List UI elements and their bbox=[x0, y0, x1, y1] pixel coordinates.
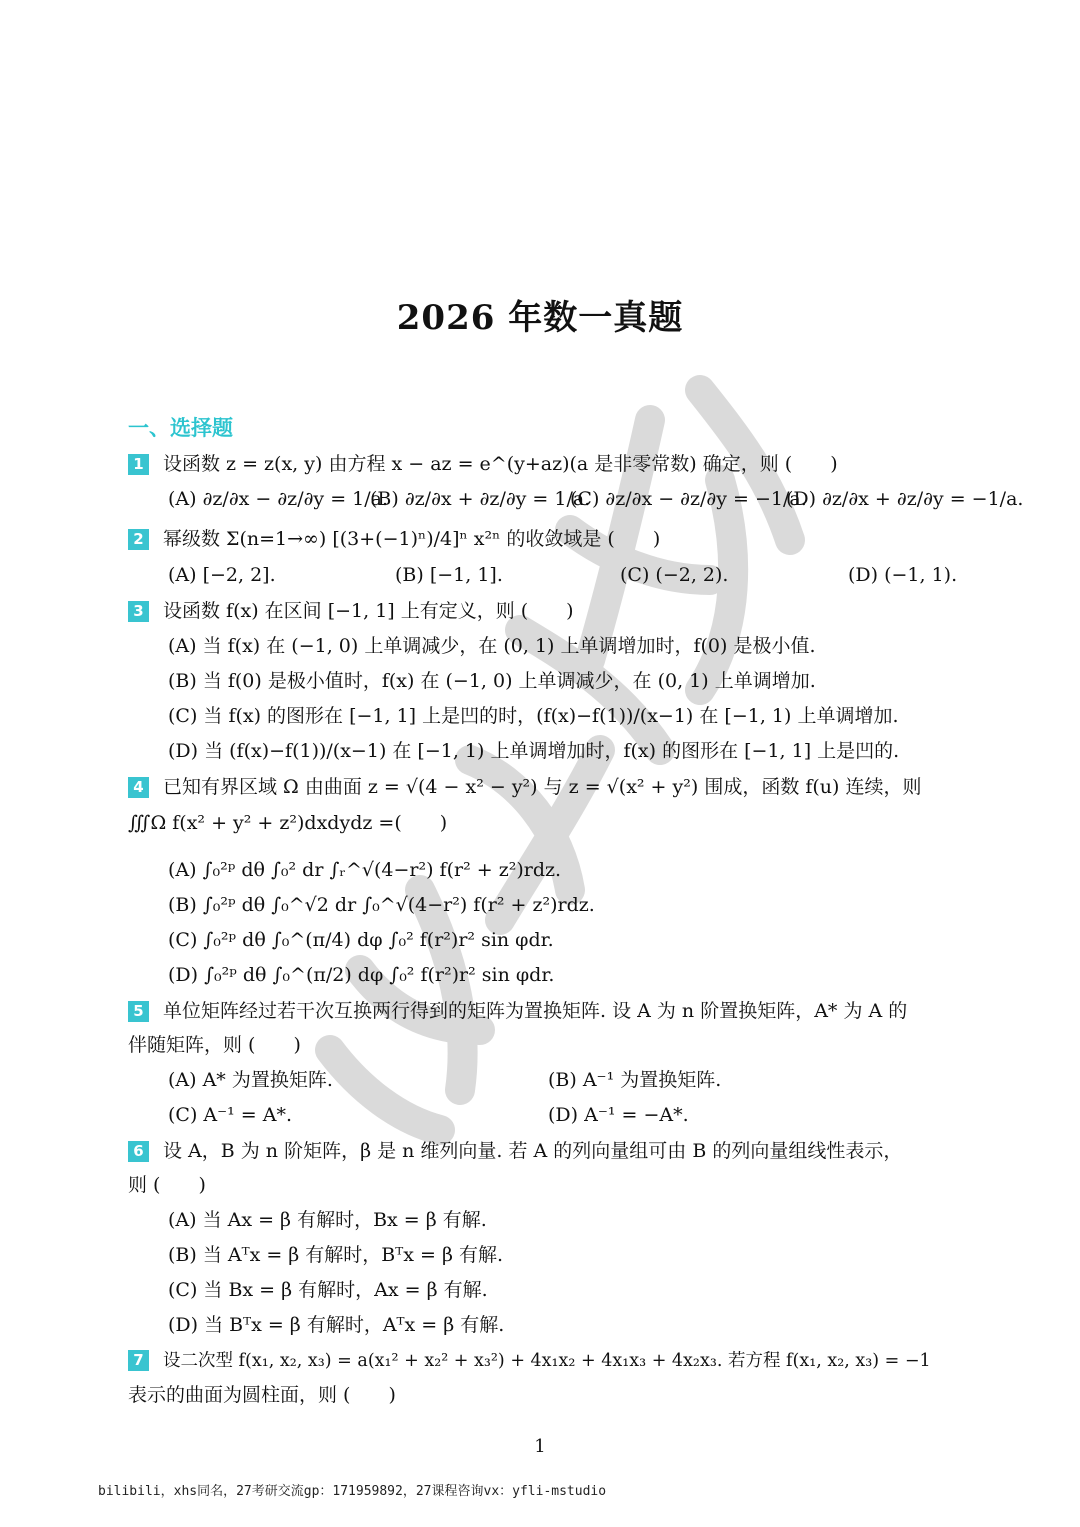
option-c: (C) (−2, 2). bbox=[620, 564, 729, 586]
page-title: 2026 年数一真题 bbox=[396, 298, 684, 338]
option-a: (A) 当 Ax = β 有解时，Bx = β 有解. bbox=[168, 1209, 487, 1231]
question-number: 1 bbox=[128, 454, 149, 475]
footer-note: bilibili，xhs同名，27考研交流gp：171959892，27课程咨询vx：yfli-mstudio bbox=[98, 1484, 607, 1499]
question-4 bbox=[128, 770, 922, 805]
option-d: (D) (−1, 1). bbox=[848, 564, 958, 586]
question-number: 3 bbox=[128, 601, 149, 622]
question-1 bbox=[128, 447, 838, 482]
option-a: (A) ∫₀²ᵖ dθ ∫₀² dr ∫ᵣ^√(4−r²) f(r² + z²)rdz. bbox=[168, 859, 562, 881]
option-d: (D) A⁻¹ = −A*. bbox=[548, 1104, 689, 1126]
question-7 bbox=[128, 1344, 931, 1379]
option-b: (B) A⁻¹ 为置换矩阵. bbox=[548, 1069, 722, 1091]
question-stem: 设函数 z = z(x, y) 由方程 x − az = e^(y+az)(a 是非零常数) 确定，则 ( ) bbox=[163, 453, 838, 475]
question-number: 2 bbox=[128, 529, 149, 550]
option-c: (C) ∫₀²ᵖ dθ ∫₀^(π/4) dφ ∫₀² f(r²)r² sin φdr. bbox=[168, 929, 554, 951]
option-d: (D) 当 (f(x)−f(1))/(x−1) 在 [−1, 1) 上单调增加时，f(x) 的图形在 [−1, 1] 上是凹的. bbox=[168, 740, 900, 762]
question-stem: 幂级数 Σ(n=1→∞) [(3+(−1)ⁿ)/4]ⁿ x²ⁿ 的收敛域是 ( ) bbox=[163, 528, 661, 550]
question-number: 5 bbox=[128, 1001, 149, 1022]
section-heading: 一、选择题 bbox=[128, 416, 233, 440]
option-a: (A) [−2, 2]. bbox=[168, 564, 276, 586]
option-d: (D) ∫₀²ᵖ dθ ∫₀^(π/2) dφ ∫₀² f(r²)r² sin φdr. bbox=[168, 964, 555, 986]
question-stem: 单位矩阵经过若干次互换两行得到的矩阵为置换矩阵. 设 A 为 n 阶置换矩阵，A* 为 A 的 bbox=[163, 1000, 908, 1022]
option-d: (D) ∂z/∂x + ∂z/∂y = −1/a. bbox=[786, 488, 1024, 510]
page-number: 1 bbox=[534, 1436, 546, 1457]
option-d: (D) 当 Bᵀx = β 有解时，Aᵀx = β 有解. bbox=[168, 1314, 505, 1336]
option-b: (B) 当 f(0) 是极小值时，f(x) 在 (−1, 0) 上单调减少，在 (0, 1) 上单调增加. bbox=[168, 670, 816, 692]
question-stem-continued: 伴随矩阵，则 ( ) bbox=[128, 1034, 301, 1056]
question-stem: 设 A，B 为 n 阶矩阵，β 是 n 维列向量. 若 A 的列向量组可由 B 的列向量组线性表示， bbox=[163, 1140, 903, 1162]
option-a: (A) A* 为置换矩阵. bbox=[168, 1069, 333, 1091]
option-a: (A) ∂z/∂x − ∂z/∂y = 1/a. bbox=[168, 488, 389, 510]
question-6 bbox=[128, 1134, 902, 1169]
question-stem: 设二次型 f(x₁, x₂, x₃) = a(x₁² + x₂² + x₃²) + 4x₁x₂ + 4x₁x₃ + 4x₂x₃. 若方程 f(x₁, x₂, x₃) = −1 bbox=[163, 1351, 931, 1371]
question-number: 7 bbox=[128, 1350, 149, 1371]
question-stem: 已知有界区域 Ω 由曲面 z = √(4 − x² − y²) 与 z = √(x² + y²) 围成，函数 f(u) 连续，则 bbox=[163, 776, 922, 798]
question-stem-continued: 表示的曲面为圆柱面，则 ( ) bbox=[128, 1384, 396, 1406]
option-c: (C) 当 Bx = β 有解时，Ax = β 有解. bbox=[168, 1279, 488, 1301]
option-a: (A) 当 f(x) 在 (−1, 0) 上单调减少，在 (0, 1) 上单调增加时，f(0) 是极小值. bbox=[168, 635, 816, 657]
question-3 bbox=[128, 594, 574, 629]
question-number: 4 bbox=[128, 777, 149, 798]
option-c: (C) A⁻¹ = A*. bbox=[168, 1104, 293, 1126]
option-b: (B) [−1, 1]. bbox=[395, 564, 503, 586]
option-c: (C) ∂z/∂x − ∂z/∂y = −1/a. bbox=[570, 488, 807, 510]
option-b: (B) ∂z/∂x + ∂z/∂y = 1/a. bbox=[370, 488, 591, 510]
question-stem-continued: 则 ( ) bbox=[128, 1174, 206, 1196]
question-stem-continued: ∭Ω f(x² + y² + z²)dxdydz =( ) bbox=[128, 812, 448, 834]
question-2 bbox=[128, 522, 660, 557]
option-b: (B) ∫₀²ᵖ dθ ∫₀^√2 dr ∫₀^√(4−r²) f(r² + z²)rdz. bbox=[168, 894, 595, 916]
question-stem: 设函数 f(x) 在区间 [−1, 1] 上有定义，则 ( ) bbox=[163, 600, 574, 622]
option-b: (B) 当 Aᵀx = β 有解时，Bᵀx = β 有解. bbox=[168, 1244, 504, 1266]
question-5 bbox=[128, 994, 907, 1029]
option-c: (C) 当 f(x) 的图形在 [−1, 1] 上是凹的时，(f(x)−f(1))/(x−1) 在 [−1, 1) 上单调增加. bbox=[168, 705, 899, 727]
question-number: 6 bbox=[128, 1141, 149, 1162]
